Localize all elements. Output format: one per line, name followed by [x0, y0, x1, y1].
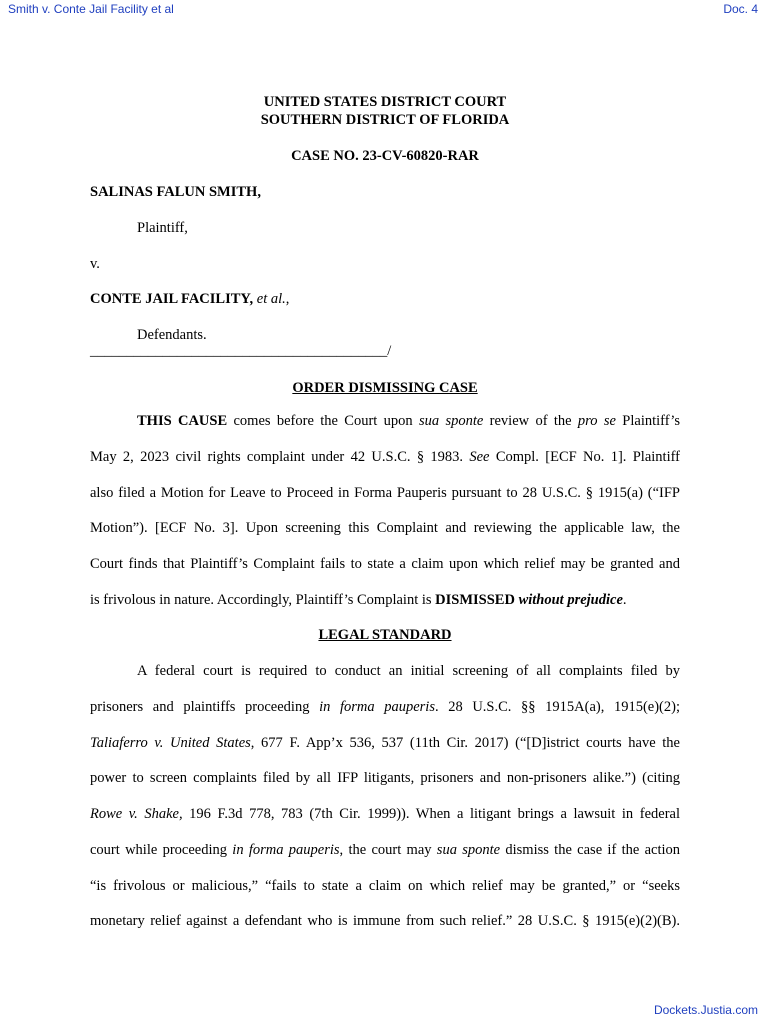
- legal-paragraph-line: court while proceeding in forma pauperis, the court may sua sponte dismiss the case if the action: [90, 842, 681, 858]
- court-district: SOUTHERN DISTRICT OF FLORIDA: [260, 112, 510, 128]
- caption-rule: _________________________________________/: [90, 343, 392, 359]
- legal-paragraph-line: A federal court is required to conduct an initial screening of all complaints filed by: [137, 663, 680, 679]
- order-paragraph-line: also filed a Motion for Leave to Proceed in Forma Pauperis pursuant to 28 U.S.C. § 1915(a) (“IFP: [90, 485, 680, 501]
- court-name: UNITED STATES DISTRICT COURT: [263, 94, 507, 110]
- legal-paragraph-line: Taliaferro v. United States, 677 F. App’x 536, 537 (11th Cir. 2017) (“[D]istrict courts have the: [90, 735, 680, 751]
- legal-paragraph-line: prisoners and plaintiffs proceeding in forma pauperis. 28 U.S.C. §§ 1915A(a), 1915(e)(2);: [90, 699, 680, 715]
- doc-number-link[interactable]: Doc. 4: [723, 2, 758, 16]
- order-paragraph-line: THIS CAUSE comes before the Court upon sua sponte review of the pro se Plaintiff’s: [137, 413, 681, 429]
- legal-standard-title: LEGAL STANDARD: [318, 627, 452, 643]
- defendant-role: Defendants.: [137, 327, 207, 343]
- order-title: ORDER DISMISSING CASE: [292, 380, 478, 396]
- case-number: CASE NO. 23-CV-60820-RAR: [291, 148, 479, 164]
- legal-paragraph-line: Rowe v. Shake, 196 F.3d 778, 783 (7th Cir. 1999)). When a litigant brings a lawsuit in federal: [90, 806, 680, 822]
- order-paragraph-line: Court finds that Plaintiff’s Complaint fails to state a claim upon which relief may be granted and: [90, 556, 680, 572]
- legal-paragraph-line: monetary relief against a defendant who is immune from such relief.” 28 U.S.C. § 1915(e)(2)(B).: [90, 913, 680, 929]
- order-paragraph-line: May 2, 2023 civil rights complaint under 42 U.S.C. § 1983. See Compl. [ECF No. 1]. Plaintiff: [90, 449, 680, 465]
- order-paragraph-line: Motion”). [ECF No. 3]. Upon screening this Complaint and reviewing the applicable law, the: [90, 520, 680, 536]
- justia-footer-link[interactable]: Dockets.Justia.com: [653, 1003, 758, 1017]
- plaintiff-name: SALINAS FALUN SMITH,: [90, 184, 261, 200]
- defendant-name: CONTE JAIL FACILITY, et al.,: [90, 291, 290, 307]
- plaintiff-role: Plaintiff,: [137, 220, 188, 236]
- order-paragraph-line: is frivolous in nature. Accordingly, Plaintiff’s Complaint is DISMISSED without prejudice.: [90, 592, 627, 608]
- legal-paragraph-line: “is frivolous or malicious,” “fails to state a claim on which relief may be granted,” or “seeks: [90, 878, 680, 894]
- case-header-link[interactable]: Smith v. Conte Jail Facility et al: [8, 2, 174, 16]
- legal-paragraph-line: power to screen complaints filed by all IFP litigants, prisoners and non-prisoners alike.”) (citing: [90, 770, 680, 786]
- versus: v.: [90, 256, 100, 272]
